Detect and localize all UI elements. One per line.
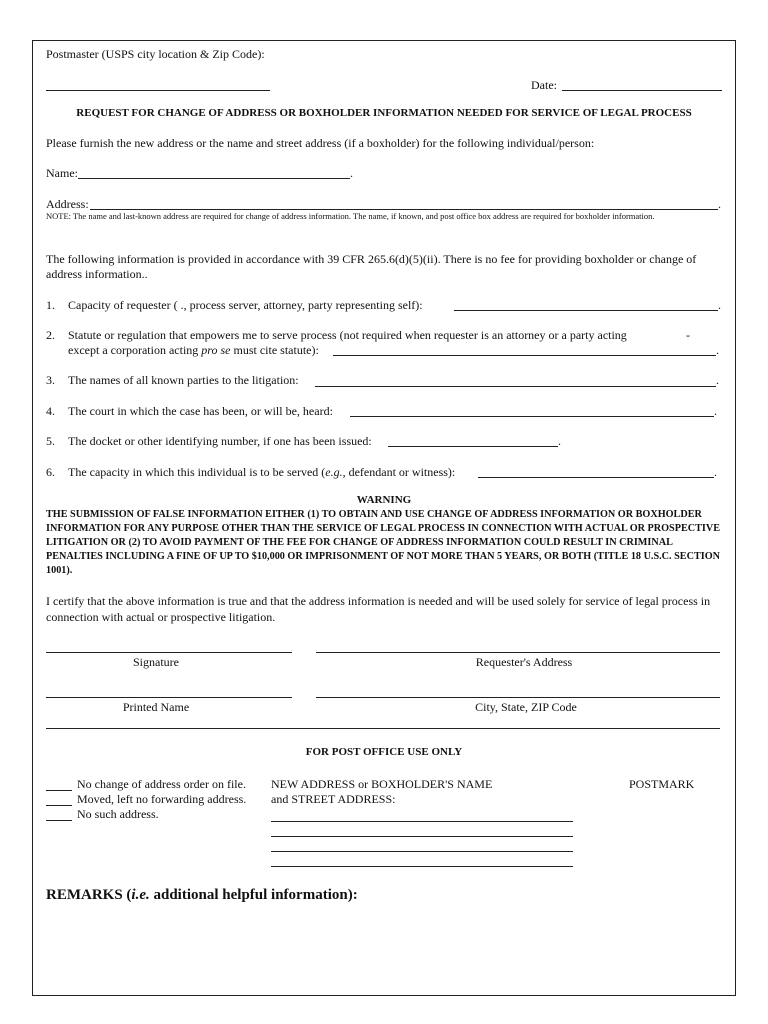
item-2-dash: - xyxy=(686,328,690,342)
item-6-label-b: , defendant or witness): xyxy=(342,465,456,479)
new-address-line-3[interactable] xyxy=(271,851,573,852)
regulation-text: The following information is provided in accordance with 39 CFR 265.6(d)(5)(ii). There is no fee for providing boxholder or change of address information.. xyxy=(46,252,697,281)
item-2-label-b2: must cite statute): xyxy=(230,343,319,357)
item-3-label: The names of all known parties to the litigation: xyxy=(68,373,299,387)
check-no-change-label: No change of address order on file. xyxy=(77,777,246,791)
item-2-label: Statute or regulation that empowers me to serve process (not required when requester is an attorney or a party acting xyxy=(68,328,627,342)
signature-label: Signature xyxy=(133,655,179,669)
new-address-line-1[interactable] xyxy=(271,821,573,822)
item-1-number: 1. xyxy=(46,298,55,312)
item-4-label: The court in which the case has been, or will be, heard: xyxy=(68,404,333,418)
address-note: NOTE: The name and last-known address are required for change of address information. The name, if known, and post office box address are required for boxholder information. xyxy=(46,211,655,221)
remarks-heading xyxy=(46,887,358,904)
item-5-field[interactable] xyxy=(388,446,558,447)
post-office-heading: FOR POST OFFICE USE ONLY xyxy=(305,746,463,758)
item-2-label-italic: pro se xyxy=(201,343,231,357)
item-5-number: 5. xyxy=(46,434,55,448)
address-field[interactable] xyxy=(90,209,718,210)
new-address-line-2[interactable] xyxy=(271,836,573,837)
item-4-field[interactable] xyxy=(350,416,714,417)
postmaster-field[interactable] xyxy=(46,90,270,91)
remarks-suffix: additional helpful information): xyxy=(149,887,358,903)
item-2-line-2 xyxy=(68,343,319,358)
item-3-number: 3. xyxy=(46,373,55,387)
item-2-number: 2. xyxy=(46,328,55,342)
item-3 xyxy=(46,373,299,388)
item-6 xyxy=(46,465,455,480)
item-6-period: . xyxy=(714,465,717,479)
new-address-label-1: NEW ADDRESS or BOXHOLDER'S NAME xyxy=(271,777,493,791)
requester-address-field[interactable] xyxy=(316,652,720,653)
remarks-italic: i.e. xyxy=(131,887,150,903)
item-6-field[interactable] xyxy=(478,477,714,478)
check-moved-field[interactable] xyxy=(46,805,72,806)
printed-name-label: Printed Name xyxy=(122,700,190,714)
check-no-change-field[interactable] xyxy=(46,790,72,791)
address-label: Address: xyxy=(46,197,89,211)
item-6-label-a: The capacity in which this individual is to be served ( xyxy=(68,465,326,479)
form-title: REQUEST FOR CHANGE OF ADDRESS OR BOXHOLDER INFORMATION NEEDED FOR SERVICE OF LEGAL PROCESS xyxy=(76,107,692,119)
item-4 xyxy=(46,404,333,419)
name-label: Name: xyxy=(46,166,78,180)
item-5-period: . xyxy=(558,434,561,448)
item-1 xyxy=(46,298,423,313)
new-address-line-4[interactable] xyxy=(271,866,573,867)
signature-field[interactable] xyxy=(46,652,292,653)
intro-text: Please furnish the new address or the name and street address (if a boxholder) for the following individual/person: xyxy=(46,136,595,150)
date-field[interactable] xyxy=(562,90,722,91)
city-state-zip-label: City, State, ZIP Code xyxy=(475,700,577,714)
item-1-label: Capacity of requester ( ., process server, attorney, party representing self): xyxy=(68,298,423,312)
section-divider xyxy=(46,728,720,729)
city-state-zip-field[interactable] xyxy=(316,697,720,698)
item-6-number: 6. xyxy=(46,465,55,479)
item-2-field[interactable] xyxy=(333,355,716,356)
check-no-such-label: No such address. xyxy=(77,807,159,821)
new-address-label-2: and STREET ADDRESS: xyxy=(271,792,396,806)
postmark-label: POSTMARK xyxy=(629,777,695,791)
check-no-such-field[interactable] xyxy=(46,820,72,821)
item-2 xyxy=(46,328,627,343)
item-4-number: 4. xyxy=(46,404,55,418)
certify-text: I certify that the above information is true and that the address information is needed and will be used solely for service of legal process in connection with actual or prospective litigation. xyxy=(46,594,711,624)
name-field[interactable] xyxy=(78,178,350,179)
requester-address-label: Requester's Address xyxy=(475,655,573,669)
item-5-label: The docket or other identifying number, if one has been issued: xyxy=(68,434,372,448)
name-period: . xyxy=(350,166,353,180)
item-2-label-b1: except a corporation acting xyxy=(68,343,202,357)
item-3-field[interactable] xyxy=(315,386,716,387)
address-period: . xyxy=(718,197,721,211)
item-5 xyxy=(46,434,372,449)
warning-body: THE SUBMISSION OF FALSE INFORMATION EITHER (1) TO OBTAIN AND USE CHANGE OF ADDRESS INFORMATION OR BOXHOLDER INFORMATION FOR ANY PURPOSE OTHER THAN THE SERVICE OF LEGAL PROCESS IN CONNECTION WITH ACTUAL OR PROSPECTIVE LITIGATION OR (2) TO AVOID PAYMENT OF THE FEE FOR CHANGE OF ADDRESS INFORMATION COULD RESULT IN CRIMINAL PENALTIES INCLUDING A FINE OF UP TO $10,000 OR IMPRISONMENT OF NOT MORE THAN 5 YEARS, OR BOTH (TITLE 18 U.S.C. SECTION 1001). xyxy=(46,509,721,576)
item-4-period: . xyxy=(714,404,717,418)
remarks-prefix: REMARKS ( xyxy=(46,887,132,903)
date-label: Date: xyxy=(531,78,557,92)
item-3-period: . xyxy=(716,373,719,387)
check-moved-label: Moved, left no forwarding address. xyxy=(77,792,247,806)
item-6-label-italic: e.g. xyxy=(325,465,343,479)
postmaster-label: Postmaster (USPS city location & Zip Code): xyxy=(46,47,265,61)
item-1-field[interactable] xyxy=(454,310,718,311)
warning-heading: WARNING xyxy=(356,494,412,506)
printed-name-field[interactable] xyxy=(46,697,292,698)
item-2-period: . xyxy=(716,343,719,357)
item-1-period: . xyxy=(718,298,721,312)
